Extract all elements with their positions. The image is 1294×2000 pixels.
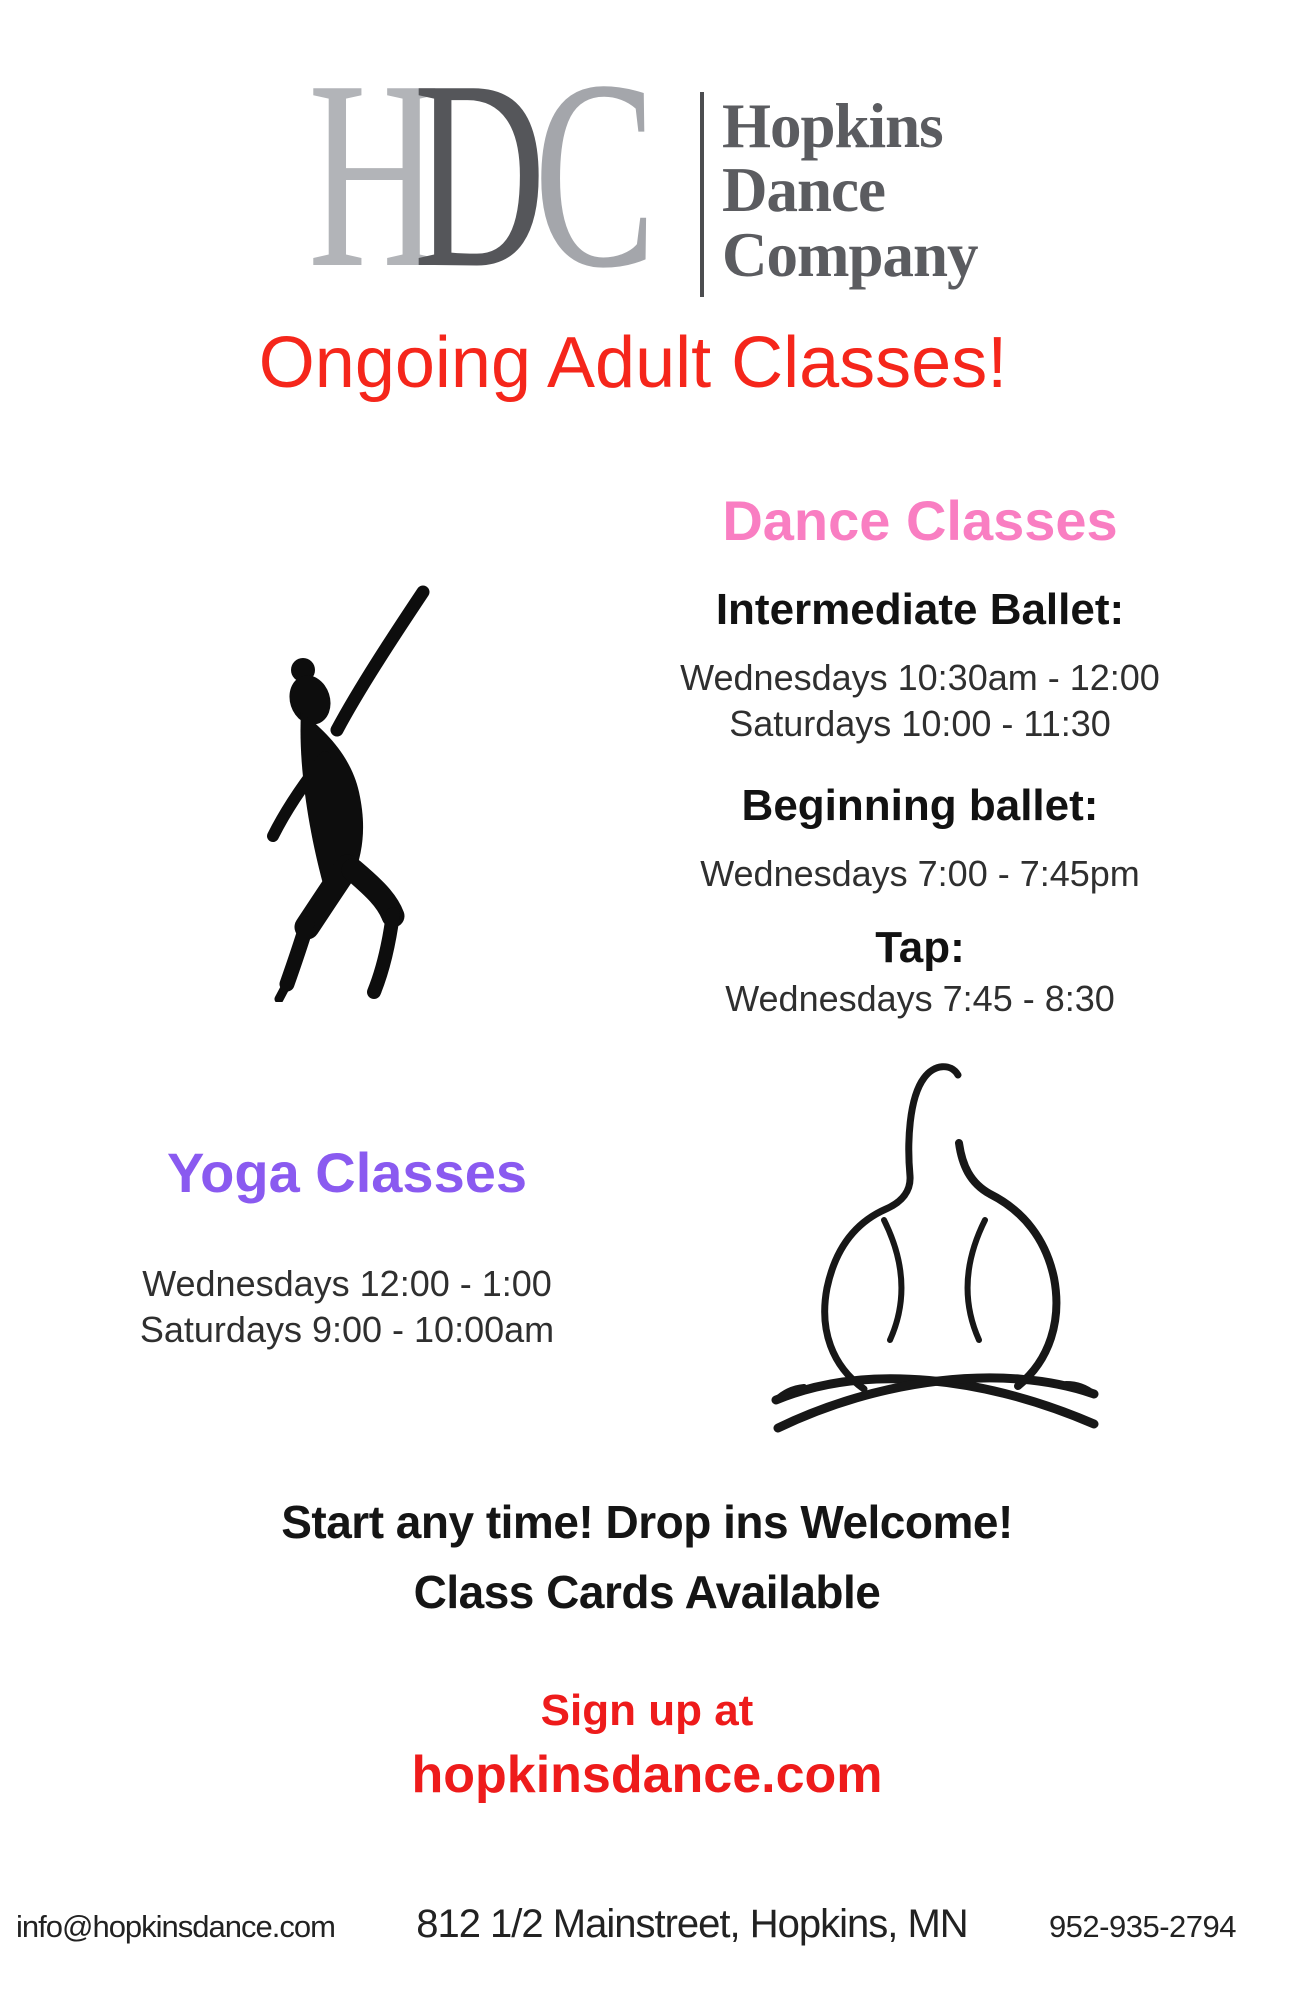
wordmark-line-1: Hopkins [722,91,943,161]
monogram-letter-d: D [413,25,546,324]
hdc-logo [0,0,1294,324]
class-time: Wednesdays 7:00 - 7:45pm [700,853,1140,895]
class-time: Wednesdays 10:30am - 12:00 [680,657,1160,698]
monogram-letter-c: C [533,25,657,324]
class-times [112,1261,582,1353]
class-item-intermediate-ballet [640,585,1200,747]
signup-text: Sign up at [540,1686,754,1735]
cta-line-1: Start any time! Drop ins Welcome! [281,1496,1013,1548]
class-name: Tap: [875,923,965,973]
class-time: Saturdays 9:00 - 10:00am [139,1309,555,1351]
wordmark-line-2: Dance [722,155,885,226]
footer-phone: 952-935-2794 [1048,1909,1236,1944]
class-name: Intermediate Ballet: [715,585,1125,634]
dance-classes-heading: Dance Classes [722,489,1118,552]
logo-divider [700,92,704,297]
logo-wordmark [722,91,978,290]
class-times [640,655,1200,747]
cta-block [0,1488,1294,1628]
class-time: Saturdays 10:00 - 11:30 [729,703,1111,745]
page-title: Ongoing Adult Classes! [258,323,1008,403]
class-name: Beginning ballet: [741,781,1099,831]
signup-url: hopkinsdance.com [411,1745,883,1804]
wordmark-line-3: Company [722,219,978,290]
class-time: Wednesdays 7:45 - 8:30 [725,978,1115,1020]
class-time: Wednesdays 12:00 - 1:00 [142,1263,552,1304]
yoga-lotus-icon [762,1048,1107,1440]
hdc-monogram [308,25,657,324]
class-times [640,976,1200,1022]
monogram-letter-h: H [308,25,441,324]
footer-email: info@hopkinsdance.com [16,1909,335,1944]
footer [0,1902,1294,1947]
footer-address: 812 1/2 Mainstreet, Hopkins, MN [416,1902,968,1946]
class-times [640,851,1200,897]
yoga-classes-section [112,1140,582,1353]
class-item-tap [640,923,1200,1022]
signup-block [0,1682,1294,1810]
yoga-classes-heading: Yoga Classes [166,1141,528,1204]
class-item-beginning-ballet [640,781,1200,897]
dancer-silhouette-icon [255,572,485,1002]
cta-line-2: Class Cards Available [413,1565,881,1618]
dance-classes-section [640,488,1200,1022]
